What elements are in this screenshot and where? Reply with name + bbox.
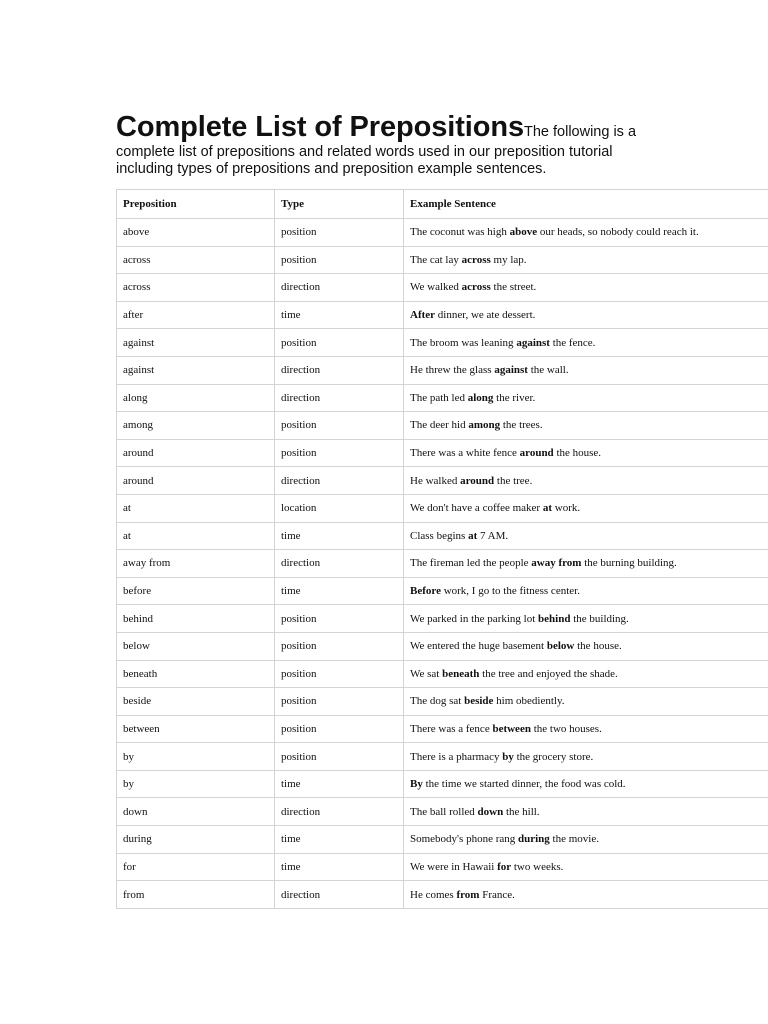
sentence-text-before: We parked in the parking lot <box>410 612 539 625</box>
example-sentence-cell <box>404 770 768 798</box>
example-sentence-cell <box>404 660 768 688</box>
type-cell: time <box>275 770 404 798</box>
type-cell: location <box>275 494 404 522</box>
sentence-preposition-highlight: down <box>477 805 504 818</box>
table-row <box>117 715 768 743</box>
sentence-text-after: the tree. <box>494 474 533 487</box>
example-sentence-cell <box>404 329 768 357</box>
table-row <box>117 384 768 412</box>
sentence-preposition-highlight: from <box>456 888 480 901</box>
sentence-text-before: The coconut was high <box>410 226 510 239</box>
table-row <box>117 274 768 302</box>
example-sentence-cell <box>404 688 768 716</box>
preposition-cell: down <box>117 798 275 826</box>
type-cell: position <box>275 412 404 440</box>
sentence-text-before: The deer hid <box>410 419 469 432</box>
table-row <box>117 632 768 660</box>
example-sentence-cell <box>404 550 768 578</box>
type-cell: time <box>275 301 404 329</box>
sentence-text-before: The fireman led the people <box>410 557 532 570</box>
sentence-text-after: the house. <box>553 447 602 460</box>
preposition-cell: behind <box>117 605 275 633</box>
sentence-text-after: the grocery store. <box>513 750 594 763</box>
sentence-text-before: We sat <box>410 667 443 680</box>
example-sentence-cell <box>404 412 768 440</box>
preposition-cell: along <box>117 384 275 412</box>
example-sentence-cell <box>404 881 768 909</box>
sentence-preposition-highlight: at <box>468 529 478 542</box>
header-example-sentence: Example Sentence <box>404 190 768 219</box>
sentence-text-after: 7 AM. <box>477 529 509 542</box>
table-row <box>117 798 768 826</box>
type-cell: direction <box>275 881 404 909</box>
preposition-cell: by <box>117 743 275 771</box>
preposition-cell: across <box>117 246 275 274</box>
table-row <box>117 688 768 716</box>
sentence-preposition-highlight: behind <box>538 612 571 625</box>
example-sentence-cell <box>404 826 768 854</box>
table-row <box>117 577 768 605</box>
sentence-text-after: work. <box>552 502 581 515</box>
sentence-text-after: dinner, we ate dessert. <box>435 309 536 322</box>
table-row <box>117 356 768 384</box>
sentence-text-before: He threw the glass <box>410 364 495 377</box>
sentence-text-before: We were in Hawaii <box>410 860 498 873</box>
example-sentence-cell <box>404 384 768 412</box>
preposition-cell: during <box>117 826 275 854</box>
page-title: Complete List of Prepositions <box>116 111 524 143</box>
preposition-cell: at <box>117 494 275 522</box>
type-cell: position <box>275 688 404 716</box>
example-sentence-cell <box>404 246 768 274</box>
sentence-preposition-highlight: across <box>461 281 491 294</box>
sentence-text-before: We entered the huge basement <box>410 640 547 653</box>
example-sentence-cell <box>404 494 768 522</box>
preposition-cell: across <box>117 274 275 302</box>
preposition-cell: beside <box>117 688 275 716</box>
sentence-text-before: The path led <box>410 391 468 404</box>
preposition-cell: around <box>117 439 275 467</box>
sentence-preposition-highlight: for <box>497 860 512 873</box>
sentence-text-after: work, I go to the fitness center. <box>440 585 580 598</box>
preposition-cell: below <box>117 632 275 660</box>
header-type: Type <box>275 190 404 219</box>
sentence-preposition-highlight: By <box>410 778 423 791</box>
preposition-cell: from <box>117 881 275 909</box>
example-sentence-cell <box>404 274 768 302</box>
table-header-row <box>117 190 768 219</box>
sentence-preposition-highlight: away from <box>531 557 582 570</box>
table-row <box>117 550 768 578</box>
sentence-text-before: He walked <box>410 474 461 487</box>
table-row <box>117 219 768 247</box>
type-cell: position <box>275 605 404 633</box>
table-row <box>117 660 768 688</box>
type-cell: direction <box>275 356 404 384</box>
table-row <box>117 770 768 798</box>
table-row <box>117 246 768 274</box>
type-cell: position <box>275 219 404 247</box>
intro-text: The following is a complete list of prepositions and related words used in our preposition tutorial including types of prepositions and preposition example sentences. <box>116 124 637 177</box>
sentence-text-after: France. <box>479 888 515 901</box>
sentence-text-after: the river. <box>493 391 536 404</box>
type-cell: position <box>275 329 404 357</box>
table-row <box>117 329 768 357</box>
type-cell: direction <box>275 467 404 495</box>
sentence-text-before: There is a pharmacy <box>410 750 503 763</box>
sentence-text-after: him obediently. <box>493 695 565 708</box>
example-sentence-cell <box>404 219 768 247</box>
preposition-cell: above <box>117 219 275 247</box>
example-sentence-cell <box>404 356 768 384</box>
sentence-text-before: Class begins <box>410 529 469 542</box>
preposition-cell: against <box>117 356 275 384</box>
sentence-preposition-highlight: against <box>516 336 550 349</box>
sentence-text-before: The broom was leaning <box>410 336 517 349</box>
sentence-text-after: the tree and enjoyed the shade. <box>479 667 618 680</box>
sentence-preposition-highlight: between <box>492 722 531 735</box>
table-row <box>117 605 768 633</box>
example-sentence-cell <box>404 743 768 771</box>
sentence-preposition-highlight: around <box>460 474 495 487</box>
type-cell: time <box>275 826 404 854</box>
table-row <box>117 881 768 909</box>
sentence-preposition-highlight: above <box>509 226 538 239</box>
type-cell: position <box>275 660 404 688</box>
type-cell: time <box>275 522 404 550</box>
sentence-text-after: the wall. <box>527 364 569 377</box>
table-row <box>117 301 768 329</box>
sentence-text-before: We walked <box>410 281 462 294</box>
sentence-text-before: He comes <box>410 888 457 901</box>
type-cell: direction <box>275 798 404 826</box>
prepositions-table <box>116 189 768 909</box>
table-row <box>117 467 768 495</box>
type-cell: time <box>275 853 404 881</box>
preposition-cell: at <box>117 522 275 550</box>
sentence-text-after: the trees. <box>500 419 543 432</box>
example-sentence-cell <box>404 301 768 329</box>
sentence-preposition-highlight: around <box>519 447 554 460</box>
sentence-preposition-highlight: during <box>518 833 550 846</box>
preposition-cell: by <box>117 770 275 798</box>
example-sentence-cell <box>404 467 768 495</box>
sentence-text-before: There was a fence <box>410 722 493 735</box>
sentence-preposition-highlight: at <box>542 502 552 515</box>
type-cell: position <box>275 632 404 660</box>
preposition-cell: away from <box>117 550 275 578</box>
example-sentence-cell <box>404 605 768 633</box>
type-cell: time <box>275 577 404 605</box>
sentence-preposition-highlight: below <box>546 640 575 653</box>
sentence-text-after: the time we started dinner, the food was cold. <box>422 778 626 791</box>
preposition-cell: for <box>117 853 275 881</box>
document-page <box>116 110 768 909</box>
header-preposition: Preposition <box>117 190 275 219</box>
table-row <box>117 494 768 522</box>
type-cell: position <box>275 439 404 467</box>
table-row <box>117 439 768 467</box>
sentence-text-after: two weeks. <box>511 860 564 873</box>
sentence-text-after: the movie. <box>549 833 599 846</box>
table-row <box>117 743 768 771</box>
table-row <box>117 412 768 440</box>
sentence-preposition-highlight: among <box>468 419 501 432</box>
heading-block <box>116 110 656 178</box>
preposition-cell: after <box>117 301 275 329</box>
example-sentence-cell <box>404 798 768 826</box>
sentence-preposition-highlight: across <box>461 253 491 266</box>
sentence-text-before: There was a white fence <box>410 447 520 460</box>
type-cell: position <box>275 246 404 274</box>
example-sentence-cell <box>404 439 768 467</box>
sentence-text-before: The ball rolled <box>410 805 478 818</box>
preposition-cell: around <box>117 467 275 495</box>
sentence-preposition-highlight: beside <box>464 695 494 708</box>
preposition-cell: before <box>117 577 275 605</box>
example-sentence-cell <box>404 632 768 660</box>
table-row <box>117 853 768 881</box>
preposition-cell: against <box>117 329 275 357</box>
sentence-text-before: The cat lay <box>410 253 462 266</box>
table-row <box>117 522 768 550</box>
preposition-cell: between <box>117 715 275 743</box>
preposition-cell: beneath <box>117 660 275 688</box>
sentence-preposition-highlight: After <box>410 309 436 322</box>
sentence-preposition-highlight: beneath <box>442 667 480 680</box>
table-body <box>117 219 768 909</box>
type-cell: direction <box>275 384 404 412</box>
example-sentence-cell <box>404 577 768 605</box>
example-sentence-cell <box>404 853 768 881</box>
sentence-text-after: the street. <box>490 281 537 294</box>
sentence-text-before: Somebody's phone rang <box>410 833 518 846</box>
sentence-text-after: the two houses. <box>530 722 602 735</box>
sentence-preposition-highlight: by <box>502 750 514 763</box>
type-cell: direction <box>275 550 404 578</box>
type-cell: position <box>275 743 404 771</box>
sentence-text-after: the burning building. <box>581 557 677 570</box>
table-row <box>117 826 768 854</box>
sentence-text-after: our heads, so nobody could reach it. <box>537 226 699 239</box>
sentence-text-after: the fence. <box>549 336 596 349</box>
type-cell: position <box>275 715 404 743</box>
sentence-text-after: the building. <box>570 612 629 625</box>
sentence-preposition-highlight: against <box>494 364 528 377</box>
preposition-cell: among <box>117 412 275 440</box>
example-sentence-cell <box>404 522 768 550</box>
sentence-text-before: The dog sat <box>410 695 465 708</box>
sentence-text-after: the house. <box>574 640 622 653</box>
sentence-text-before: We don't have a coffee maker <box>410 502 543 515</box>
example-sentence-cell <box>404 715 768 743</box>
sentence-text-after: the hill. <box>503 805 540 818</box>
sentence-text-after: my lap. <box>490 253 527 266</box>
sentence-preposition-highlight: along <box>467 391 494 404</box>
sentence-preposition-highlight: Before <box>410 585 441 598</box>
type-cell: direction <box>275 274 404 302</box>
